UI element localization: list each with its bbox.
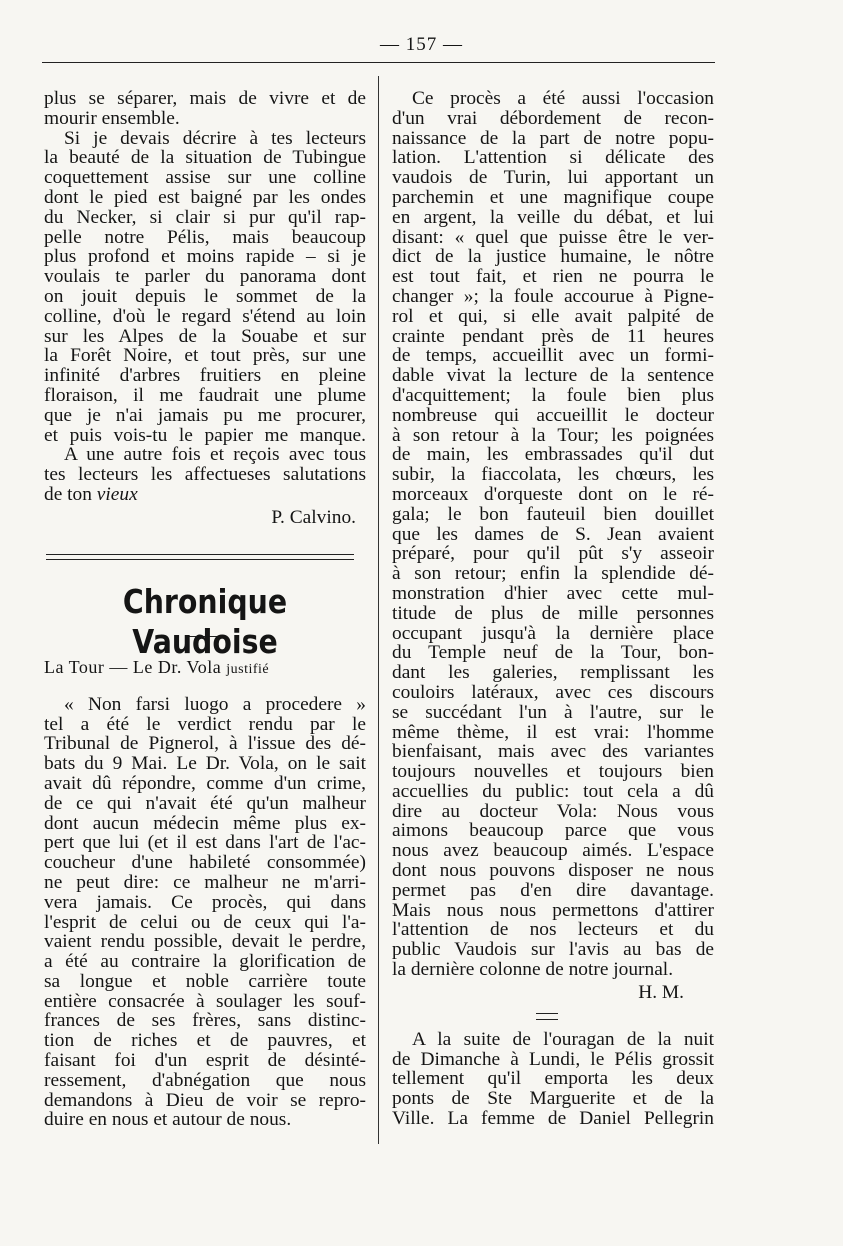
text-line: couloirs latéraux, avec ces discours — [392, 681, 714, 703]
text-line: floraison, il me faudrait une plume — [44, 384, 366, 406]
text-line: tion de riches et de pauvres, et — [44, 1030, 366, 1052]
text-line: nombreuse qui accueillit le docteur — [392, 404, 714, 426]
text-line: entière consacrée à soulager les souf- — [44, 990, 366, 1012]
text-line: on jouit depuis le sommet de la — [44, 285, 366, 307]
text-line: parchemin et une magnifique coupe — [392, 186, 714, 208]
text-line: lation. L'attention si délicate des — [392, 147, 714, 169]
text-line: de Dimanche à Lundi, le Pélis grossit — [392, 1048, 714, 1070]
text-line: l'esprit de celui ou de ceux qui l'a- — [44, 911, 366, 933]
text-line: préparé, pour qu'il pût s'y asseoir — [392, 543, 714, 565]
text-line: bienfaisant, mais avec des variantes — [392, 741, 714, 763]
text-line: vera jamais. Ce procès, qui dans — [44, 891, 366, 913]
text-line: demandons à Dieu de voir se repro- — [44, 1089, 366, 1111]
text-line: d'acquittement; la foule bien plus — [392, 384, 714, 406]
letter-text — [44, 89, 366, 485]
text-line: subir, la fiaccolata, les chœurs, les — [392, 464, 714, 486]
text-line: coquettement assise sur une colline — [44, 167, 366, 189]
text-line: nous avez beaucoup aimés. L'espace — [392, 840, 714, 862]
text-line: Ce procès a été aussi l'occasion — [412, 88, 714, 109]
news-item-text — [392, 1030, 714, 1129]
text-line: faisant foi d'un esprit de désinté- — [44, 1050, 366, 1072]
text-line: « Non farsi luogo a procedere » — [64, 693, 366, 715]
text-line: à son retour à la Tour; les poignées — [392, 424, 714, 446]
text-line: a été au contraire la glorification de — [44, 951, 366, 973]
text-line: titude de plus de mille personnes — [392, 602, 714, 624]
text-line: de temps, accueillit avec un formi- — [392, 345, 714, 367]
text-line: pert que lui (et il est dans l'art de l'ac- — [44, 832, 366, 854]
header-rule — [42, 62, 715, 63]
text-line: accuellies du public: tout cela a dû — [392, 780, 714, 802]
text-line: la dernière colonne de notre journal. — [392, 959, 674, 981]
text-line: sur les Alpes de la Souabe et sur — [44, 325, 366, 347]
article-heading: La Tour — Le Dr. Vola justifié — [44, 656, 270, 677]
text-line: dable vivat la lecture de la sentence — [392, 365, 714, 387]
text-line: monstration d'hier avec cette mul- — [392, 582, 714, 604]
page-number: — 157 — — [380, 34, 463, 55]
text-line: que je n'ai jamais pu me procurer, — [44, 404, 366, 426]
text-line: Mais nous nous permettons d'attirer — [392, 899, 714, 921]
text-line: aimons beaucoup parce que vous — [392, 820, 714, 842]
text-line: vaient rendu possible, devait le perdre, — [44, 931, 366, 953]
text-line: Si je devais décrire à tes lecteurs — [64, 127, 366, 149]
text-line: dont nous pouvons disposer ne nous — [392, 860, 714, 882]
article-text-left — [44, 695, 366, 1131]
text-line: toujours nouvelles et toujours bien — [392, 761, 714, 783]
text-line: duire en nous et autour de nous. — [44, 1109, 292, 1131]
right-column — [392, 89, 714, 1129]
text-line: bats du 9 Mai. Le Dr. Vola, on le sait — [44, 753, 366, 775]
text-line: permet pas d'en dire davantage. — [392, 879, 714, 901]
text-line: pelle notre Pélis, mais beaucoup — [44, 226, 366, 248]
text-line: morceaux d'orqueste dont on le ré- — [392, 483, 714, 505]
text-line: infinité d'arbres fruitiers en pleine — [44, 365, 366, 387]
text-line: coucheur d'une habileté consommée) — [44, 852, 366, 874]
text-line: plus se séparer, mais de vivre et de — [44, 88, 366, 109]
text-line: gala; le bon fauteuil bien douillet — [392, 503, 714, 525]
text-line: du Necker, si clair si pur qu'il rap- — [44, 206, 366, 228]
text-line: naissance de la part de notre popu- — [392, 127, 714, 149]
text-line: même thème, il est vrai: l'homme — [392, 721, 714, 743]
text-line: tes lecteurs les affectueses salutations — [44, 464, 366, 486]
text-line: la beauté de la situation de Tubingue — [44, 147, 366, 169]
text-line: A la suite de l'ouragan de la nuit — [412, 1028, 714, 1050]
text-line: et puis vois-tu le papier me manque. — [44, 424, 366, 446]
text-line: tellement qu'il emporta les deux — [392, 1068, 714, 1090]
text-line: public Vaudois sur l'avis au bas de — [392, 939, 714, 961]
article-signature: H. M. — [638, 981, 684, 1003]
text-line: changer »; la foule accourue à Pigne- — [392, 285, 714, 307]
text-line: d'un vrai débordement de recon- — [392, 107, 714, 129]
text-line: dire au docteur Vola: Nous vous — [392, 800, 714, 822]
text-line: en argent, la veille du débat, et lui — [392, 206, 714, 228]
text-line: mourir ensemble. — [44, 107, 180, 129]
text-line: colline, d'où le regard s'étend au loin — [44, 305, 366, 327]
text-line: l'attention de nos lecteurs et du — [392, 919, 714, 941]
text-line: de ce qui n'avait été qu'un malheur — [44, 792, 366, 814]
text-line: plus profond et moins rapide – si je — [44, 246, 366, 268]
text-line: Ville. La femme de Daniel Pellegrin — [392, 1108, 714, 1130]
text-line: à son retour; enfin la splendide dé- — [392, 563, 714, 585]
text-line: crainte pendant près de 11 heures — [392, 325, 714, 347]
letter-closing: de ton vieux — [44, 483, 138, 505]
text-line: avait dû répondre, comme d'un crime, — [44, 772, 366, 794]
text-line: du Temple neuf de la Tour, bon- — [392, 642, 714, 664]
text-line: dant les galeries, remplissant les — [392, 662, 714, 684]
text-line: voulais te parler du panorama dont — [44, 266, 366, 288]
text-line: frances de ses frères, sans distinc- — [44, 1010, 366, 1032]
equals-separator — [536, 1013, 558, 1020]
text-line: sa longue et noble carrière toute — [44, 970, 366, 992]
text-line: la Forêt Noire, et tout près, sur une — [44, 345, 366, 367]
letter-signature: P. Calvino. — [271, 506, 356, 528]
column-divider — [378, 76, 379, 1144]
text-line: que les dames de S. Jean avaient — [392, 523, 714, 545]
text-line: ressement, d'abnégation que nous — [44, 1069, 366, 1091]
section-title: Chronique Vaudoise — [122, 581, 288, 661]
text-line: rol et qui, si elle avait palpité de — [392, 305, 714, 327]
text-line: disant: « quel que puisse être le ver- — [392, 226, 714, 248]
text-line: tel a été le verdict rendu par le — [44, 713, 366, 735]
text-line: se succédant l'un à l'autre, sur le — [392, 701, 714, 723]
text-line: A une autre fois et reçois avec tous — [64, 444, 366, 466]
text-line: Tribunal de Pignerol, à l'issue des dé- — [44, 733, 366, 755]
double-rule-separator — [46, 554, 354, 560]
article-text-right — [392, 89, 714, 980]
text-line: de main, les embrassades qu'il dut — [392, 444, 714, 466]
text-line: dont aucun médecin même plus ex- — [44, 812, 366, 834]
left-column — [44, 89, 366, 1130]
text-line: ponts de Ste Marguerite et de la — [392, 1088, 714, 1110]
text-line: est tout fait, et rien ne pourra le — [392, 266, 714, 288]
text-line: occupant jusqu'à la dernière place — [392, 622, 714, 644]
text-line: dont le pied est baigné par les ondes — [44, 186, 366, 208]
text-line: ne peut dire: ce malheur ne m'arri- — [44, 871, 366, 893]
text-line: dict de la justice humaine, le nôtre — [392, 246, 714, 268]
text-line: vaudois de Turin, lui apportant un — [392, 167, 714, 189]
